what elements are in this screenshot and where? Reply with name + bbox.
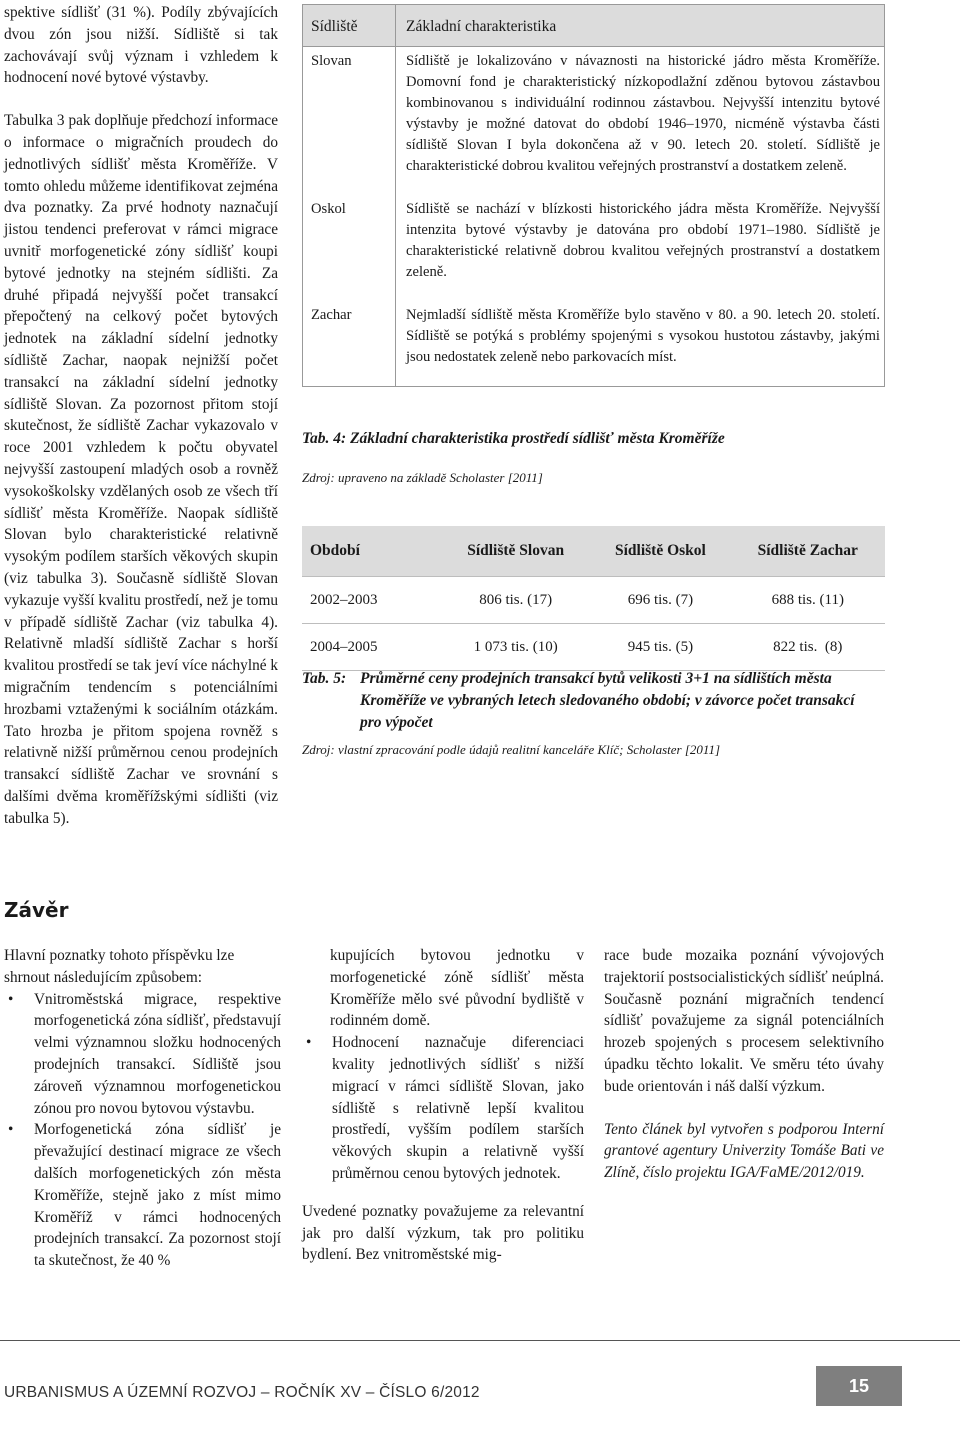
table-cell: Sídliště je lokalizováno v návaznosti na historické jádro města Kroměříže. Domovní fond je charakteristický nízkopodlažní zděnou bytovou zástavbou kombinovanou s individuální rodinnou zástavbou. Nejvyšší intenzitu bytové výstavby je možné datovat do období 1946–1970, nicméně výstavba části sídliště Slovan I byla dokončena až v 90. letech 20. století. Sídliště je charakteristické dobrou kvalitou veřejných prostranství a dostatkem zeleně. xyxy=(406,53,880,174)
table-cell: Nejmladší sídliště města Kroměříže bylo stavěno v 80. a 90. letech 20. století. Sídliště se potýká s problémy spojenými s vysokou hustotou zástavby, jakými jsou nedostatek zeleně nebo parkovacích míst. xyxy=(406,307,880,365)
bullet-list xyxy=(4,989,281,1272)
table-5 xyxy=(302,526,885,671)
list-item: • Hodnocení naznačuje diferenciaci kvality jednotlivých sídlišť s nižší migrací v rámci sídliště Slovan, jako sídliště s relativně lepší kvalitou prostředí, vyšším podílem starších věkových skupin a relativně vyšší průměrnou cenou bytových jednotek. xyxy=(302,1032,584,1185)
table-cell: 2002–2003 xyxy=(302,577,441,624)
table-cell: 2004–2005 xyxy=(302,624,441,671)
table-cell: Sídliště se nachází v blízkosti historického jádra města Kroměříže. Nejvyšší intenzita bytové výstavby je datována pro období 1971–1980. Sídliště je charakteristické relativně dobrou kvalitou veřejných prostranství a dostatkem zeleně. xyxy=(406,201,880,280)
table-4-source: Zdroj: upraveno na základě Scholaster [2011] xyxy=(302,470,543,485)
acknowledgement: Tento článek byl vytvořen s podporou Interní grantové agentury Univerzity Tomáše Bati ve Zlíně, číslo projektu IGA/FaME/2012/019. xyxy=(604,1120,884,1182)
column-header: Základní charakteristika xyxy=(396,5,885,47)
list-item: • Vnitroměstská migrace, respektive morfogenetická zóna sídlišť, představují velmi významnou složku hodnocených prodejních transakcí. Sídliště jsou zároveň významnou morfogenetickou zónou pro novou bytovou výstavbu. xyxy=(4,989,281,1120)
bullet-list xyxy=(302,1032,584,1185)
paragraph: race bude mozaika poznání vývojových trajektorií postsocialistických sídlišť neúplná. Současně poznání migračních tendencí sídlišť považujeme za signál potenciálních hrozeb spojených s procesem selektivního úpadku těchto lokalit. Ve směru této úvahy bude orientován i náš další výzkum. xyxy=(604,947,884,1095)
table-row xyxy=(302,577,885,624)
caption-text: Průměrné ceny prodejních transakcí bytů velikosti 3+1 na sídlištích města Kroměříže ve vybraných letech sledovaného období; v závorce počet transakcí pro výpočet xyxy=(360,670,855,731)
table-cell: 688 tis. (11) xyxy=(731,577,885,624)
table-row xyxy=(302,624,885,671)
page-number: 15 xyxy=(816,1366,902,1406)
paragraph: Uvedené poznatky považujeme za relevantní jak pro další výzkum, tak pro politiku bydlení. Bez vnitroměstské mig- xyxy=(302,1202,584,1264)
paragraph: Hlavní poznatky tohoto příspěvku lze shrnout následujícím způsobem: xyxy=(4,947,235,986)
conclusion-column-2 xyxy=(302,945,584,1266)
table-5-source: Zdroj: vlastní zpracování podle údajů realitní kanceláře Klíč; Scholaster [2011] xyxy=(302,742,720,757)
table-row xyxy=(303,301,885,387)
caption-label: Tab. 5: xyxy=(302,670,347,687)
table-cell: Zachar xyxy=(303,301,396,387)
conclusion-column-1 xyxy=(4,945,281,1272)
column-header: Období xyxy=(302,526,441,577)
paragraph: kupujících bytovou jednotku v morfogenetické zóně sídlišť města Kroměříže mělo své původní bydliště v rodinném domě. xyxy=(330,947,584,1030)
section-heading: Závěr xyxy=(4,898,69,922)
journal-footer: URBANISMUS A ÚZEMNÍ ROZVOJ – ROČNÍK XV – ČÍSLO 6/2012 xyxy=(4,1384,480,1401)
list-item: • Morfogenetická zóna sídlišť je převažující destinací migrace ze všech dalších morfogenetických zón města Kroměříže, stejně jako z míst mimo Kroměříž v rámci hodnocených prodejních transakcí. Za pozornost stojí ta skutečnost, že 40 % xyxy=(4,1119,281,1272)
table-cell: 1 073 tis. (10) xyxy=(441,624,590,671)
column-header: Sídliště Slovan xyxy=(441,526,590,577)
table-cell: 806 tis. (17) xyxy=(441,577,590,624)
table-cell: 945 tis. (5) xyxy=(590,624,730,671)
table-cell: 822 tis. (8) xyxy=(731,624,885,671)
column-header: Sídliště xyxy=(303,5,396,47)
footer-rule xyxy=(0,1340,960,1341)
table-4-caption: Tab. 4: Základní charakteristika prostředí sídlišť města Kroměříže xyxy=(302,430,725,447)
column-header: Sídliště Zachar xyxy=(731,526,885,577)
paragraph: spektive sídlišť (31 %). Podíly zbývajících dvou zón jsou nižší. Sídliště si tak zachovávají svůj význam i vzhledem k hodnocení nové bytové výstavby. xyxy=(4,4,278,87)
table-5-caption xyxy=(302,668,892,734)
conclusion-column-3 xyxy=(604,945,884,1184)
table-cell: 696 tis. (7) xyxy=(590,577,730,624)
table-cell: Oskol xyxy=(303,195,396,301)
column-header: Sídliště Oskol xyxy=(590,526,730,577)
paragraph: Tabulka 3 pak doplňuje předchozí informace o informace o migračních proudech do jednotlivých sídlišť města Kroměříže. V tomto ohledu můžeme identifikovat zejména dva poznatky. Za prvé hodnoty naznačují jistou tendenci preferovat v rámci migrace uvnitř morfogenetické zóny sídlišť koupi bytové jednotky na stejném sídlišti. Za druhé připadá nejvyšší počet transakcí přepočtený na celkový počet bytových jednotek na základní sídelní jednotky sídliště Zachar, naopak nejnižší počet transakcí na základní sídelní jednotky sídliště Slovan. Za pozornost přitom stojí skutečnost, že sídliště Zachar vykazovalo v roce 2001 vzhledem k počtu obyvatel nejvyšší zastoupení mladých osob a rovněž vysokoškolsky vzdělaných osob ze všech tří sídlišť města Kroměříže. Naopak sídliště Slovan bylo charakteristické relativně vysokým podílem starších věkových skupin (viz tabulka 3). Současně sídliště Slovan vykazuje vyšší kvalitu prostředí, než je tomu v případě sídliště Zachar (viz tabulka 4). Relativně mladší sídliště Zachar s horší kvalitou prostředí se tak jeví více náchylné k migračním tendencím s potenciálními hrozbami vztaženými k sociálním otázkám. Tato hrozba je přitom spojena rovněž s relativně nižší průměrnou cenou prodejních transakcí sídliště Zachar ve srovnání s dalšími dvěma kroměřížskými sídlišti (viz tabulka 5). xyxy=(4,112,279,827)
table-row xyxy=(303,47,885,196)
table-4 xyxy=(302,4,885,387)
left-column xyxy=(4,2,278,829)
table-row xyxy=(303,195,885,301)
table-cell: Slovan xyxy=(303,47,396,196)
